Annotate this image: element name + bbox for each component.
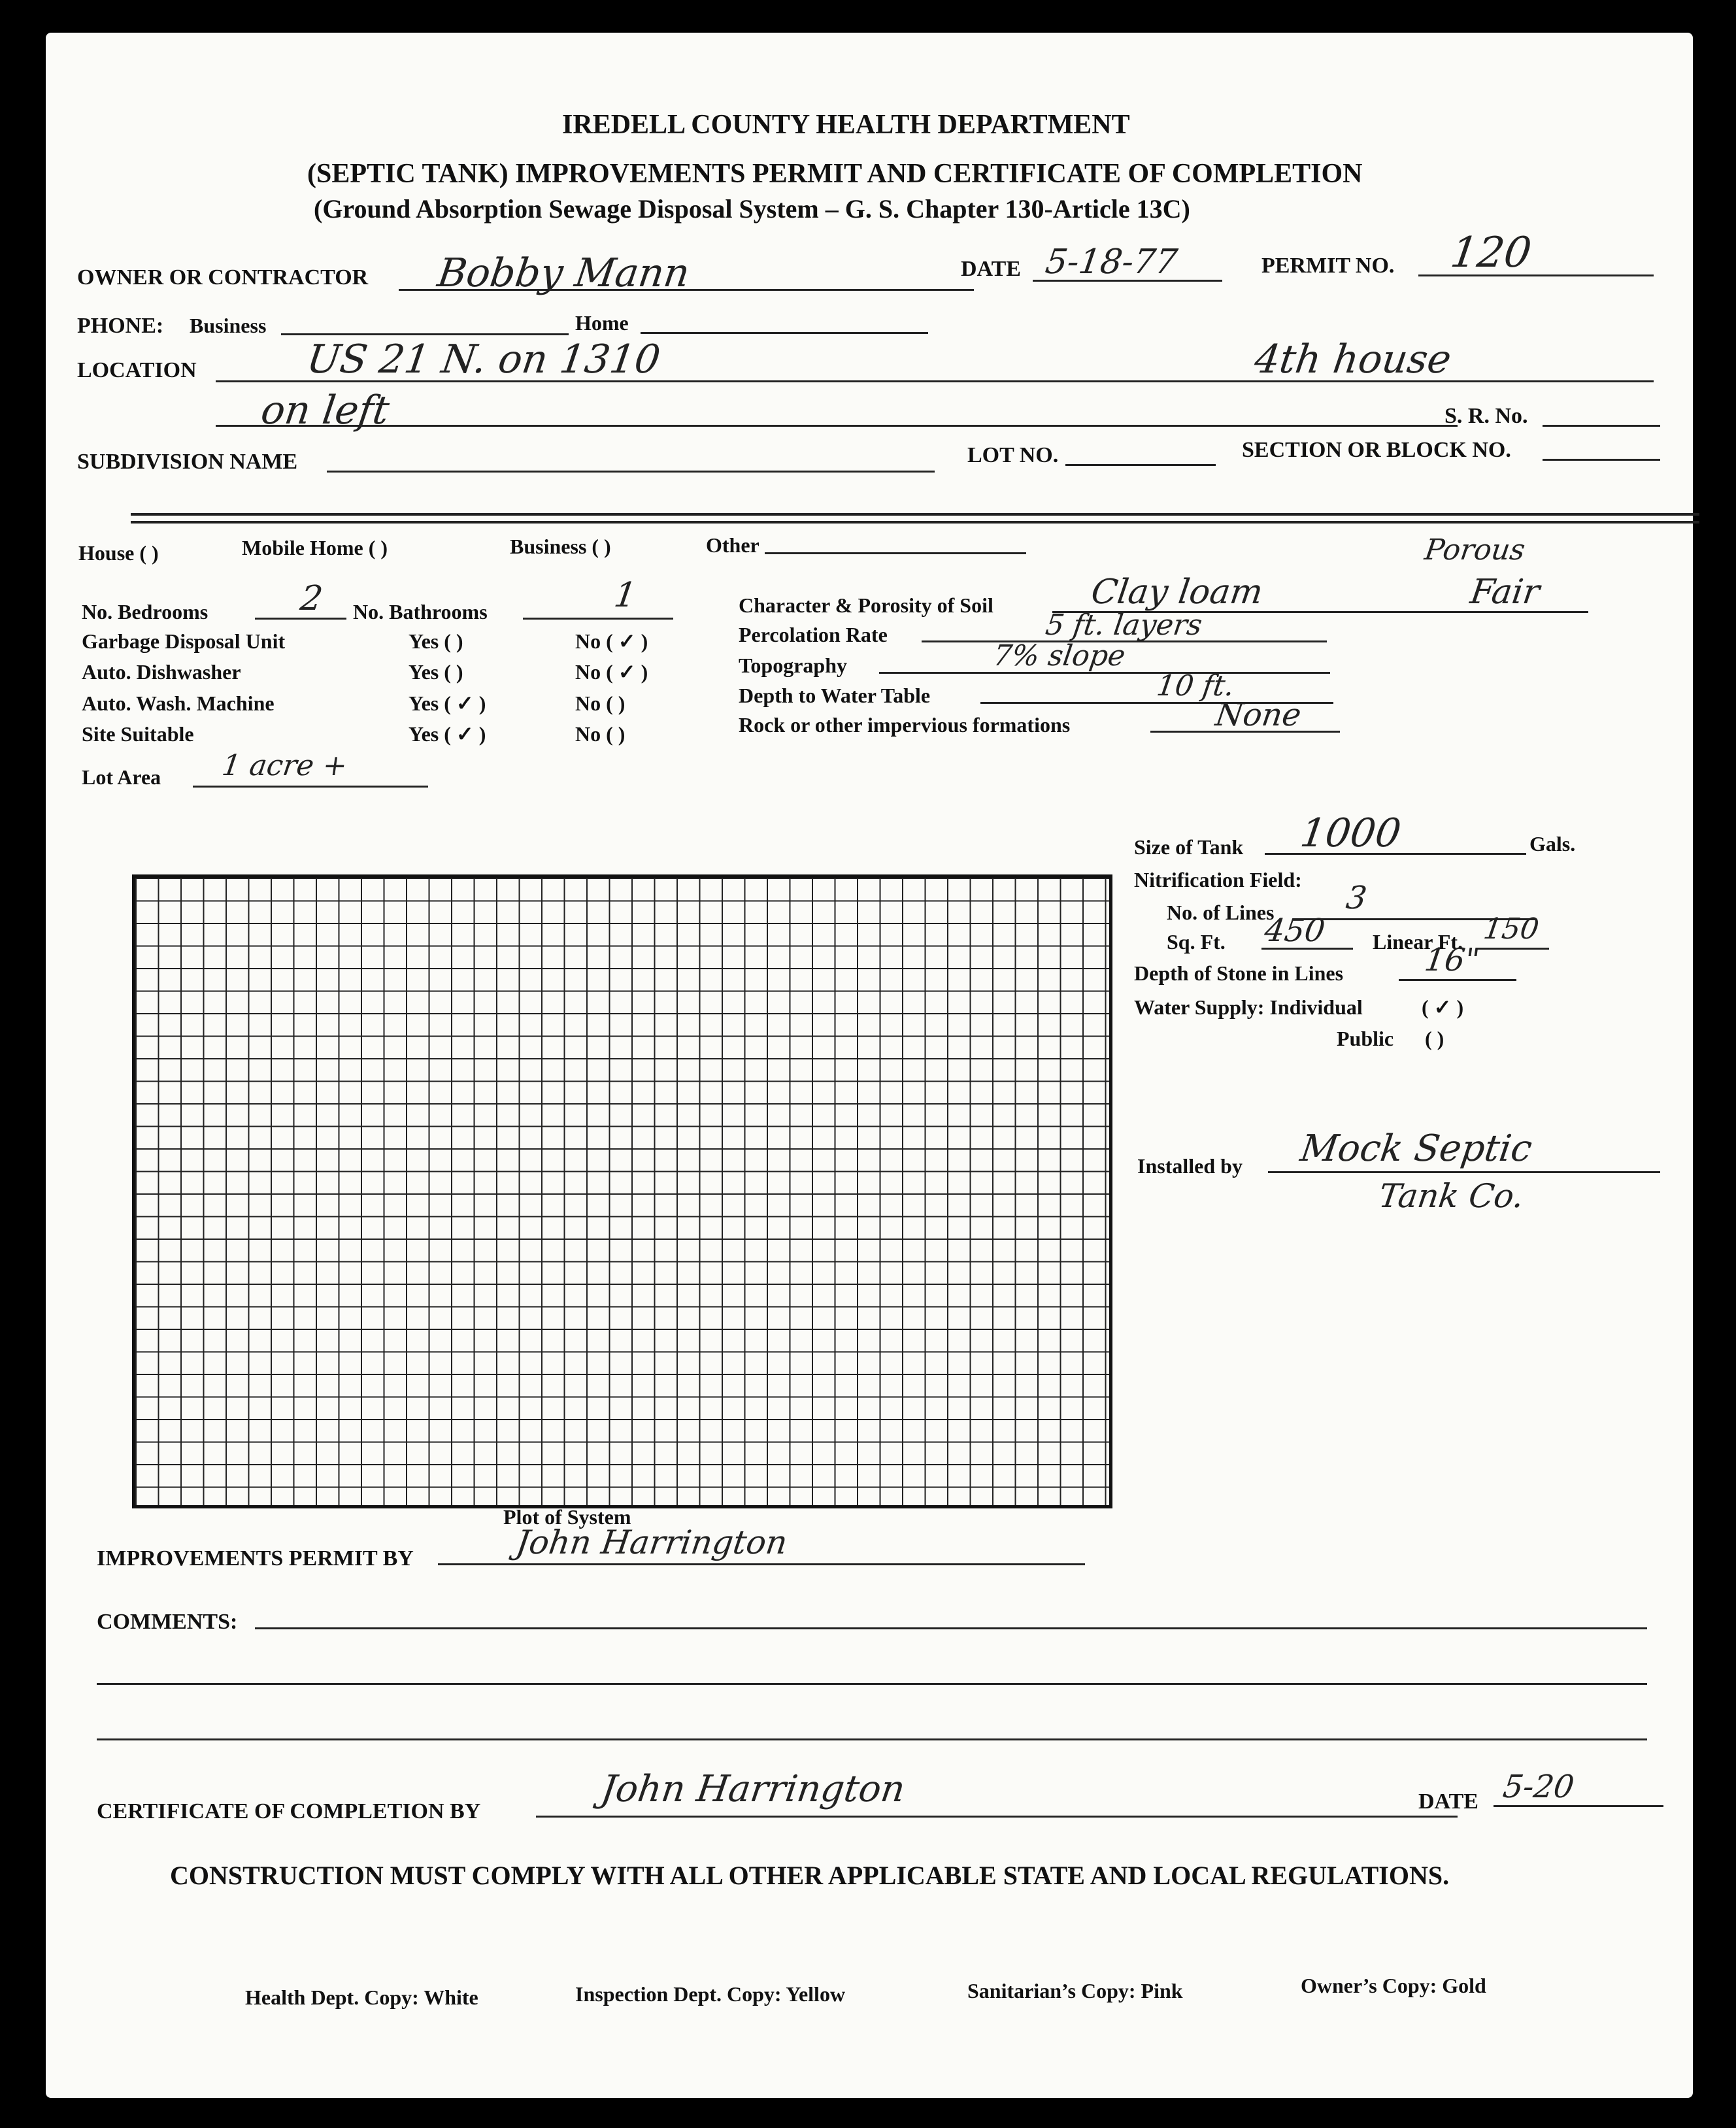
certificate-by-label: CERTIFICATE OF COMPLETION BY (97, 1799, 481, 1823)
rock-value: None (1213, 697, 1304, 733)
soil-character-label: Character & Porosity of Soil (739, 593, 993, 617)
tank-size-value: 1000 (1297, 810, 1404, 856)
permit-no-label: PERMIT NO. (1261, 254, 1395, 278)
phone-business-line[interactable] (281, 333, 569, 335)
mobile-home-checkbox[interactable]: Mobile Home ( ) (242, 536, 388, 559)
form-subtitle: (Ground Absorption Sewage Disposal System – G. S. Chapter 130-Article 13C) (314, 194, 1190, 224)
date-label: DATE (961, 257, 1021, 281)
location-line-2[interactable] (216, 425, 1458, 427)
plot-grid[interactable] (132, 874, 1112, 1508)
bathrooms-label: No. Bathrooms (353, 600, 488, 623)
sqft-label: Sq. Ft. (1167, 930, 1226, 954)
certificate-by-line[interactable] (536, 1816, 1458, 1818)
site-yes-checkbox[interactable]: Yes ( ✓ ) (409, 722, 486, 746)
location-value-1b: 4th house (1252, 337, 1454, 382)
water-table-value: 10 ft. (1154, 669, 1237, 703)
wash-yes-checkbox[interactable]: Yes ( ✓ ) (409, 691, 486, 715)
water-supply-individual-checkbox[interactable]: ( ✓ ) (1422, 995, 1464, 1019)
garbage-disposal-label: Garbage Disposal Unit (82, 629, 286, 653)
subdivision-label: SUBDIVISION NAME (77, 450, 298, 474)
lot-area-line[interactable] (193, 786, 428, 788)
section-block-label: SECTION OR BLOCK NO. (1242, 438, 1511, 462)
copy-owner: Owner’s Copy: Gold (1301, 1974, 1486, 1997)
soil-character-value-2: Fair (1467, 573, 1543, 612)
sr-no-line[interactable] (1543, 425, 1660, 427)
lot-area-value: 1 acre + (220, 749, 350, 782)
section-block-line[interactable] (1543, 459, 1660, 461)
permit-form-page (46, 33, 1693, 2098)
improvements-permit-by-value: John Harrington (513, 1523, 790, 1561)
lot-area-label: Lot Area (82, 765, 161, 789)
comments-line-1[interactable] (255, 1627, 1647, 1629)
site-suitable-label: Site Suitable (82, 722, 194, 746)
linear-ft-value: 150 (1481, 912, 1541, 946)
house-checkbox[interactable]: House ( ) (78, 541, 159, 565)
copy-health-dept: Health Dept. Copy: White (245, 1986, 478, 2009)
bathrooms-value: 1 (611, 576, 639, 615)
improvements-permit-by-line[interactable] (438, 1563, 1085, 1565)
topography-value: 7% slope (991, 639, 1127, 673)
certificate-by-value: John Harrington (598, 1768, 908, 1810)
bedrooms-label: No. Bedrooms (82, 600, 209, 623)
certificate-date-value: 5-20 (1501, 1769, 1577, 1805)
phone-label: PHONE: (77, 314, 164, 338)
topography-label: Topography (739, 654, 847, 677)
soil-character-value: Clay loam (1088, 573, 1265, 612)
section-divider-2 (131, 521, 1699, 524)
owner-label: OWNER OR CONTRACTOR (77, 265, 369, 290)
other-line[interactable] (765, 552, 1026, 554)
stone-depth-value: 16" (1422, 942, 1482, 978)
gals-label: Gals. (1529, 832, 1576, 856)
lot-no-label: LOT NO. (967, 443, 1059, 467)
location-value-2: on left (258, 388, 392, 433)
installed-by-value-2: Tank Co. (1376, 1177, 1527, 1215)
installed-by-value: Mock Septic (1297, 1127, 1535, 1170)
wash-no-checkbox[interactable]: No ( ) (575, 691, 626, 715)
section-divider-1 (131, 513, 1699, 516)
installed-by-label: Installed by (1137, 1154, 1243, 1178)
subdivision-line[interactable] (327, 471, 935, 473)
stone-depth-line[interactable] (1399, 979, 1516, 981)
lines-value: 3 (1344, 880, 1369, 916)
garbage-yes-checkbox[interactable]: Yes ( ) (409, 629, 463, 653)
water-supply-public-checkbox[interactable]: ( ) (1425, 1027, 1444, 1050)
location-label: LOCATION (77, 358, 197, 382)
form-title: (SEPTIC TANK) IMPROVEMENTS PERMIT AND CERTIFICATE OF COMPLETION (307, 159, 1363, 189)
sr-no-label: S. R. No. (1444, 404, 1528, 428)
comments-line-2[interactable] (97, 1683, 1647, 1685)
linear-ft-label: Linear Ft. (1373, 930, 1463, 954)
wash-machine-label: Auto. Wash. Machine (82, 691, 275, 715)
stone-depth-label: Depth of Stone in Lines (1134, 961, 1344, 985)
nitrification-label: Nitrification Field: (1134, 868, 1302, 891)
linear-ft-line[interactable] (1477, 948, 1549, 950)
comments-label: COMMENTS: (97, 1610, 238, 1634)
lines-label: No. of Lines (1167, 901, 1275, 924)
tank-size-label: Size of Tank (1134, 835, 1244, 859)
other-label: Other (706, 533, 760, 557)
certificate-date-label: DATE (1418, 1789, 1478, 1814)
porosity-note: Porous (1422, 533, 1527, 567)
phone-business-label: Business (190, 314, 267, 337)
owner-value: Bobby Mann (435, 250, 693, 296)
comments-line-3[interactable] (97, 1738, 1647, 1740)
business-checkbox[interactable]: Business ( ) (510, 535, 611, 558)
percolation-label: Percolation Rate (739, 623, 888, 646)
rock-label: Rock or other impervious formations (739, 713, 1071, 737)
department-title: IREDELL COUNTY HEALTH DEPARTMENT (562, 110, 1130, 140)
permit-no-value: 120 (1447, 229, 1535, 277)
copy-inspection-dept: Inspection Dept. Copy: Yellow (575, 1982, 846, 2006)
dishwasher-no-checkbox[interactable]: No ( ✓ ) (575, 660, 648, 684)
percolation-value: 5 ft. layers (1043, 608, 1205, 642)
phone-home-label: Home (575, 311, 629, 335)
dishwasher-label: Auto. Dishwasher (82, 660, 241, 684)
water-supply-public-label: Public (1337, 1027, 1394, 1050)
phone-home-line[interactable] (641, 332, 928, 334)
lot-no-line[interactable] (1065, 464, 1216, 466)
site-no-checkbox[interactable]: No ( ) (575, 722, 626, 746)
location-value-1: US 21 N. on 1310 (304, 337, 663, 382)
improvements-permit-by-label: IMPROVEMENTS PERMIT BY (97, 1546, 414, 1571)
water-supply-individual-label: Water Supply: Individual (1134, 995, 1363, 1019)
water-table-label: Depth to Water Table (739, 684, 931, 707)
copy-sanitarian: Sanitarian’s Copy: Pink (967, 1979, 1183, 2003)
garbage-no-checkbox[interactable]: No ( ✓ ) (575, 629, 648, 653)
certificate-date-line[interactable] (1494, 1805, 1663, 1807)
plot-label: Plot of System (503, 1505, 631, 1529)
installed-by-line[interactable] (1268, 1171, 1660, 1173)
bathrooms-line[interactable] (523, 618, 673, 620)
date-value: 5-18-77 (1043, 242, 1180, 282)
dishwasher-yes-checkbox[interactable]: Yes ( ) (409, 660, 463, 684)
regulations-notice: CONSTRUCTION MUST COMPLY WITH ALL OTHER APPLICABLE STATE AND LOCAL REGULATIONS. (170, 1861, 1450, 1890)
sqft-value: 450 (1262, 912, 1327, 949)
bedrooms-value: 2 (297, 579, 326, 618)
